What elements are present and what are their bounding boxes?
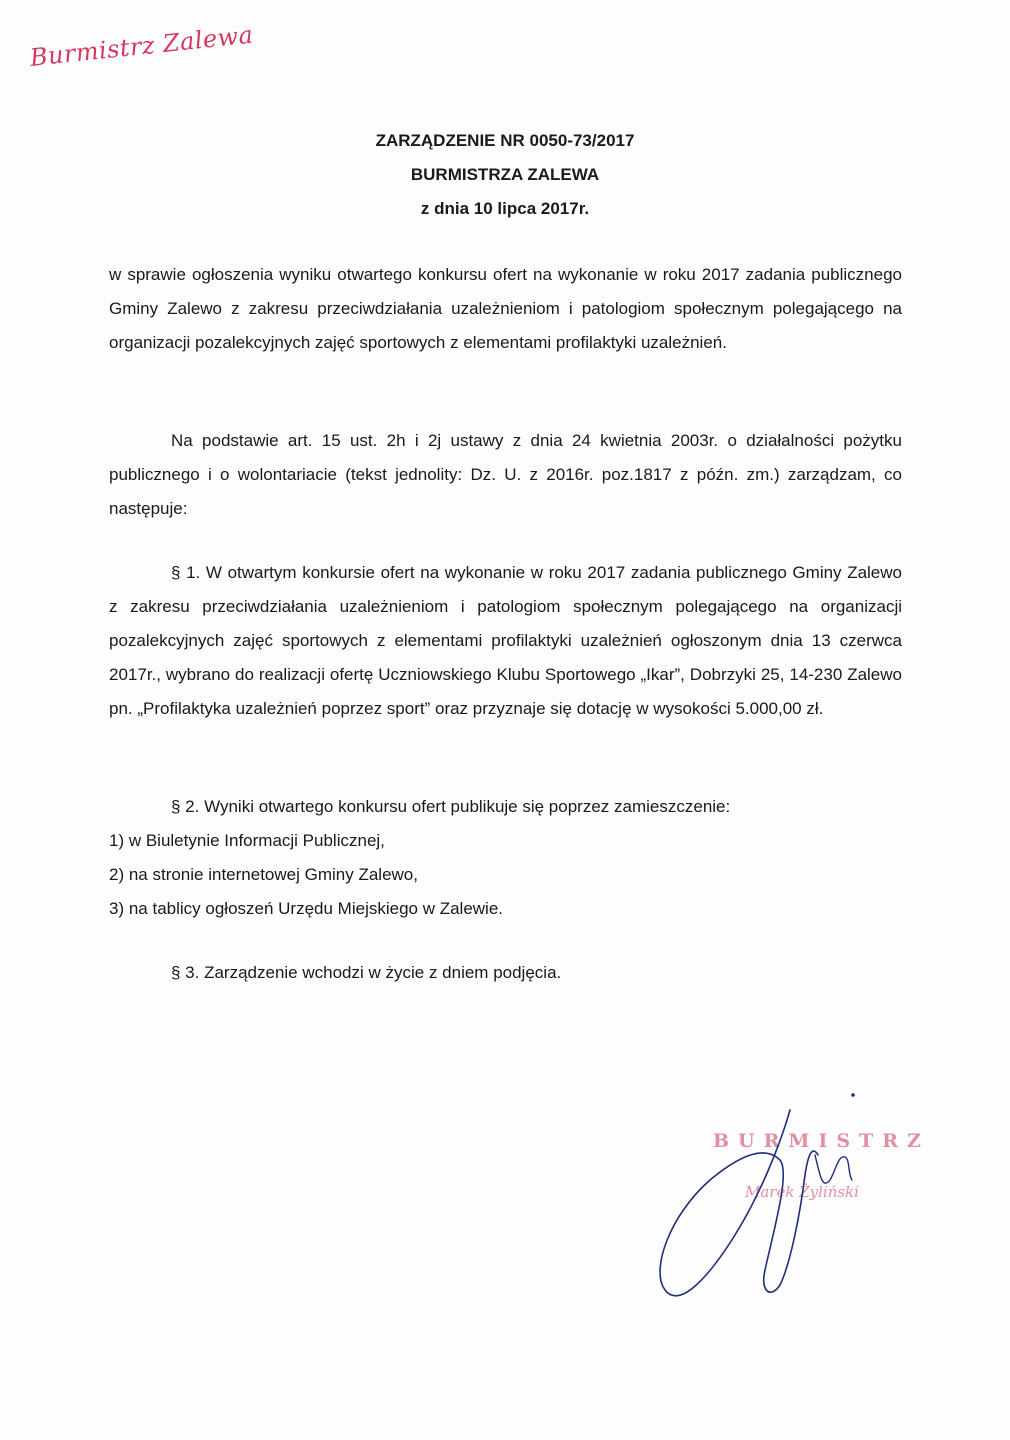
title-line-date: z dnia 10 lipca 2017r. — [420, 199, 590, 218]
list-item: 3) na tablicy ogłoszeń Urzędu Miejskiego w Zalewie. — [109, 899, 504, 918]
official-stamp-title: BURMISTRZ — [713, 1130, 930, 1152]
subject-paragraph: w sprawie ogłoszenia wyniku otwartego konkursu ofert na wykonanie w roku 2017 zadania publicznego Gminy Zalewo z zakresu przeciwdziałania uzależnieniom i patologiom społecznym polegającego na organizacji pozalekcyjnych zajęć sportowych z elementami profilaktyki uzależnień. — [109, 265, 902, 352]
legal-basis-paragraph: Na podstawie art. 15 ust. 2h i 2j ustawy z dnia 24 kwietnia 2003r. o działalności pożytku publicznego i o wolontariacie (tekst jednolity: Dz. U. z 2016r. poz.1817 z późn. zm.) zarządzam, co następuje: — [109, 431, 902, 518]
handwritten-signature — [640, 1085, 880, 1320]
section-3-paragraph: § 3. Zarządzenie wchodzi w życie z dniem podjęcia. — [171, 963, 562, 982]
section-1-paragraph: § 1. W otwartym konkursie ofert na wykonanie w roku 2017 zadania publicznego Gminy Zalewo z zakresu przeciwdziałania uzależnieniom i patologiom społecznym polegającego na organizacji pozalekcyjnych zajęć sportowych z elementami profilaktyki uzależnień ogłoszonym dnia 13 czerwca 2017r., wybrano do realizacji ofertę Uczniowskiego Klubu Sportowego „Ikar”, Dobrzyki 25, 14-230 Zalewo pn. „Profilaktyka uzależnień poprzez sport” oraz przyznaje się dotację w wysokości 5.000,00 zł. — [109, 563, 902, 718]
list-item: 2) na stronie internetowej Gminy Zalewo, — [109, 865, 418, 884]
title-line-number: ZARZĄDZENIE NR 0050-73/2017 — [375, 131, 635, 150]
header-stamp: Burmistrz Zalewa — [28, 20, 255, 72]
list-item: 1) w Biuletynie Informacji Publicznej, — [109, 831, 385, 850]
section-2-paragraph: § 2. Wyniki otwartego konkursu ofert publikuje się poprzez zamieszczenie: — [171, 797, 731, 816]
publication-list — [109, 824, 902, 926]
title-line-issuer: BURMISTRZA ZALEWA — [410, 165, 600, 184]
document-title — [0, 124, 1010, 226]
official-stamp-name: Marek Żyliński — [745, 1183, 859, 1201]
